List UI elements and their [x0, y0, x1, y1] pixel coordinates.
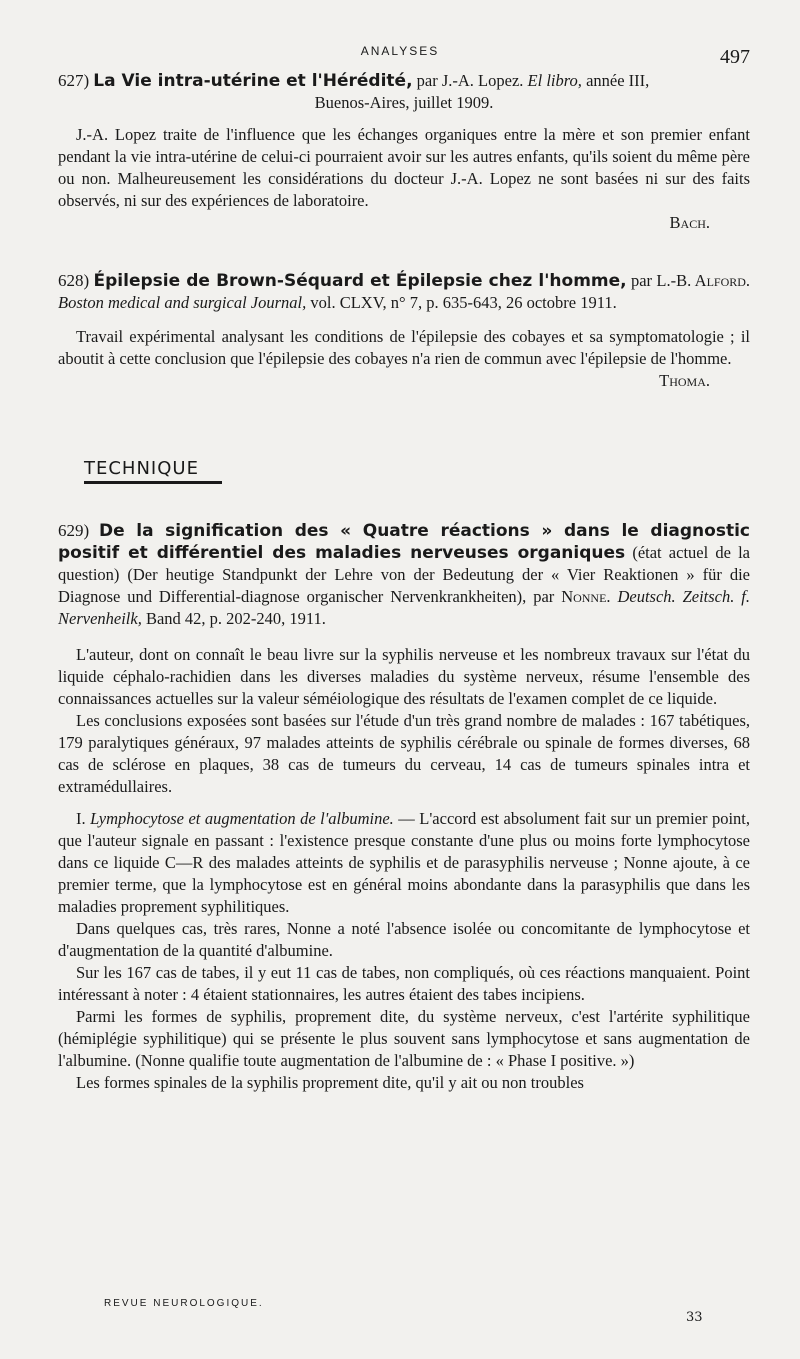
entry-number: 629)	[58, 521, 90, 540]
entry-629-heading	[58, 520, 750, 630]
entry-number: 628)	[58, 271, 90, 290]
entry-627	[58, 70, 750, 234]
subsection-paragraph	[58, 808, 750, 918]
entry-title: Épilepsie de Brown-Séquard et Épilepsie chez l'homme,	[93, 271, 627, 291]
entry-627-heading	[58, 70, 750, 92]
entry-source-rest: vol. CLXV, n° 7, p. 635-643, 26 octobre 1911.	[310, 293, 617, 312]
entry-source: Deutsch. Zeitsch. f. Nervenheilk,	[58, 587, 751, 628]
running-header: ANALYSES	[360, 44, 440, 58]
entry-629	[58, 520, 750, 1094]
paragraph: Les formes spinales de la syphilis proprement dite, qu'il y ait ou non troubles	[76, 1073, 584, 1092]
subsection-title: Lymphocytose et augmentation de l'albumine.	[90, 809, 394, 828]
entry-body: Travail expérimental analysant les conditions de l'épilepsie des cobayes et sa symptomatologie ; il aboutit à cette conclusion que l'épilepsie des cobayes n'a rien de commun avec l'épilepsie de l'homme.	[58, 327, 750, 368]
entry-author: Nonne.	[561, 587, 611, 606]
entry-title: De la signification des « Quatre réactions » dans le diagnostic positif et différentiel des maladies nerveuses organiques	[58, 521, 750, 563]
entry-title: La Vie intra-utérine et l'Hérédité,	[93, 71, 413, 91]
entry-signature: Bach.	[669, 213, 710, 232]
paragraph: Dans quelques cas, très rares, Nonne a noté l'absence isolée ou concomitante de lymphocytose et d'augmentation de la quantité d'albumine.	[58, 919, 750, 960]
entry-signature: Thoma.	[659, 371, 710, 390]
entry-source: Boston medical and surgical Journal,	[58, 293, 307, 312]
subsection-number: I.	[76, 809, 86, 828]
entry-number: 627)	[58, 71, 90, 90]
paragraph: L'auteur, dont on connaît le beau livre sur la syphilis nerveuse et les nombreux travaux sur l'état du liquide céphalo-rachidien dans les diverses maladies du système nerveux, résume l'ensemble des connaissances actuelles sur la valeur séméiologique des résultats de l'examen complet de ce liquide.	[58, 645, 750, 708]
footer-sheet-number: 33	[686, 1310, 703, 1325]
entry-628	[58, 270, 750, 392]
entry-byline: par J.-A. Lopez.	[416, 71, 524, 90]
page-number: 497	[720, 46, 750, 68]
entry-source-rest: Band 42, p. 202-240, 1911.	[145, 609, 326, 628]
entry-subtitle: (état actuel de la question) (Der heutige Standpunkt der Lehre von der Bedeutung der « Vier Reaktionen » für die Diagnose und Differential-diagnose organischer Nervenkrankheiten),	[58, 543, 750, 606]
section-heading: TECHNIQUE	[84, 458, 222, 484]
entry-source-line2: Buenos-Aires, juillet 1909.	[314, 93, 494, 112]
subsection-text: — L'accord est absolument fait sur un premier point, que l'auteur signale en passant : l'existence presque constante d'une plus ou moins forte lymphocytose dans ce liquide C—R des malades atteints de syphilis et de parasyphilis nerveuse ; Nonne ajoute, à ce premier terme, que la lymphocytose est en général moins abondante dans la parasyphilis que dans les maladies proprement syphilitiques.	[58, 809, 751, 916]
paragraph: Les conclusions exposées sont basées sur l'étude d'un très grand nombre de malades : 167 tabétiques, 179 paralytiques généraux, 97 malades atteints de syphilis cérébrale ou spinale de formes diverses, 68 cas de sclérose en plaques, 38 cas de tumeurs du cerveau, 14 cas de tumeurs spinales intra et extramédullaires.	[58, 711, 750, 796]
entry-byline: par	[630, 271, 653, 290]
entry-source-rest: année III,	[586, 71, 650, 90]
entry-author-pre: par	[533, 587, 555, 606]
paragraph: Sur les 167 cas de tabes, il y eut 11 cas de tabes, non compliqués, où ces réactions manquaient. Point intéressant à noter : 4 étaient stationnaires, les autres étaient des tabes incipiens.	[58, 963, 750, 1004]
entry-source: El libro,	[527, 71, 582, 90]
paragraph: Parmi les formes de syphilis, proprement dite, du système nerveux, c'est l'artérite syphilitique (hémiplégie syphilitique) qui se présente le plus souvent sans lymphocytose et sans augmentation de l'albumine. (Nonne qualifie toute augmentation de l'albumine de : « Phase I positive. »)	[58, 1007, 750, 1070]
entry-author: L.-B. Alford.	[656, 271, 751, 290]
entry-body: J.-A. Lopez traite de l'influence que les échanges organiques entre la mère et son premier enfant pendant la vie intra-utérine de celui-ci pourraient avoir sur les autres enfants, qu'ils soient du même père ou non. Malheureusement les considérations du docteur J.-A. Lopez ne sont basées ni sur des faits observés, ni sur des expériences de laboratoire.	[58, 125, 750, 210]
footer-journal: REVUE NEUROLOGIQUE.	[104, 1298, 264, 1309]
entry-628-heading	[58, 270, 750, 314]
